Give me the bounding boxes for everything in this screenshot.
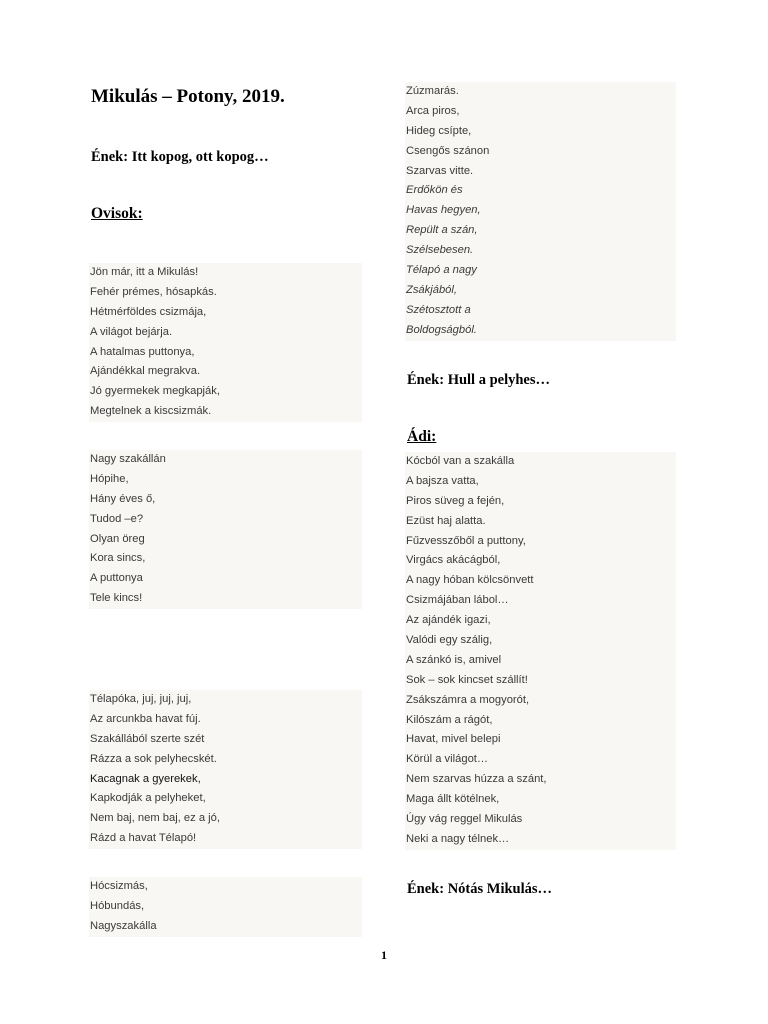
poem-line: Boldogságból. xyxy=(406,323,477,336)
poem-line: Arca piros, xyxy=(406,104,460,117)
poem-line: Kora sincs, xyxy=(90,552,146,565)
song-heading-3: Ének: Nótás Mikulás… xyxy=(407,881,553,897)
poem-line: Havat, mivel belepi xyxy=(406,733,501,746)
poem-line: Az ajándék igazi, xyxy=(406,614,491,627)
poem-line: Olyan öreg xyxy=(90,532,145,545)
poem-line: Csengős szánon xyxy=(406,144,490,157)
poem-line: Télapó a nagy xyxy=(406,264,477,277)
poem-line: Tele kincs! xyxy=(90,592,143,605)
poem-line: Zsákszámra a mogyorót, xyxy=(406,693,530,706)
poem-line: Ajándékkal megrakva. xyxy=(90,365,201,378)
poem-block xyxy=(405,452,676,850)
poem-line: Rázd a havat Télapó! xyxy=(90,832,197,845)
poem-block xyxy=(89,450,362,609)
poem-line: Ezüst haj alatta. xyxy=(406,514,486,527)
poem-line: Erdőkön és xyxy=(406,184,463,197)
poem-line: Jön már, itt a Mikulás! xyxy=(90,266,199,278)
song-heading-2: Ének: Hull a pelyhes… xyxy=(407,372,551,388)
poem-line: Fűzvesszőből a puttony, xyxy=(406,534,526,547)
poem-line: Hópihe, xyxy=(90,472,129,485)
poem-line: Hétmérföldes csizmája, xyxy=(90,305,207,318)
song-heading-1: Ének: Itt kopog, ott kopog… xyxy=(91,149,269,165)
poem-line: Rázza a sok pelyhecskét. xyxy=(90,752,217,765)
poem-line: Szakállából szerte szét xyxy=(90,732,205,745)
poem-line: Körül a világot… xyxy=(406,753,489,766)
poem-line: Tudod –e? xyxy=(90,512,144,525)
poem-line: A puttonya xyxy=(90,572,143,585)
section-heading-adi: Ádi: xyxy=(407,428,437,445)
poem-line: Nagyszakálla xyxy=(90,919,157,932)
poem-line: Maga állt kötélnek, xyxy=(406,793,500,806)
poem-block xyxy=(89,263,362,422)
poem-line: Szarvas vitte. xyxy=(406,164,474,177)
poem-block xyxy=(89,877,362,937)
poem-line: Hóbundás, xyxy=(90,899,145,912)
poem-line: Szélsebesen. xyxy=(406,244,474,257)
poem-line: Nem baj, nem baj, ez a jó, xyxy=(90,812,220,825)
poem-line: Megtelnek a kiscsizmák. xyxy=(90,405,212,418)
section-heading-ovisok: Ovisok: xyxy=(91,205,143,222)
poem-line: Hideg csípte, xyxy=(406,124,472,137)
poem-line: Nagy szakállán xyxy=(90,453,166,465)
poem-line: Zsákjából, xyxy=(406,283,457,296)
poem-line: Hócsizmás, xyxy=(90,880,148,892)
poem-line: Kapkodják a pelyheket, xyxy=(90,792,206,805)
poem-line: Piros süveg a fején, xyxy=(406,494,505,507)
poem-line: A nagy hóban kölcsönvett xyxy=(406,574,534,587)
poem-line: Kacagnak a gyerekek, xyxy=(90,772,201,785)
poem-line: Virgács akácágból, xyxy=(406,554,501,567)
poem-line: Jó gyermekek megkapják, xyxy=(90,385,220,398)
poem-line: Havas hegyen, xyxy=(406,204,481,217)
poem-line: Hány éves ő, xyxy=(90,492,156,505)
poem-line: Úgy vág reggel Mikulás xyxy=(406,813,523,826)
poem-line: Zúzmarás. xyxy=(406,85,459,97)
poem-line: Sok – sok kincset szállít! xyxy=(406,673,528,686)
poem-line: Télapóka, juj, juj, juj, xyxy=(90,693,192,705)
poem-line: A világot bejárja. xyxy=(90,325,173,338)
poem-line: Kócból van a szakálla xyxy=(406,455,515,467)
page-title: Mikulás – Potony, 2019. xyxy=(91,86,285,107)
poem-line: Nem szarvas húzza a szánt, xyxy=(406,773,547,786)
poem-line: Repült a szán, xyxy=(406,224,478,237)
poem-block xyxy=(89,690,362,849)
poem-line: A szánkó is, amivel xyxy=(406,653,502,666)
poem-line: A hatalmas puttonya, xyxy=(90,345,195,358)
poem-line: Csizmájában lábol… xyxy=(406,594,509,607)
poem-line: Neki a nagy télnek… xyxy=(406,832,510,845)
page-number: 1 xyxy=(381,948,387,962)
poem-line: Szétosztott a xyxy=(406,303,471,316)
poem-line: Kilószám a rágót, xyxy=(406,713,493,726)
poem-line: Valódi egy szálig, xyxy=(406,634,493,647)
poem-line: A bajsza vatta, xyxy=(406,474,479,487)
poem-line: Az arcunkba havat fúj. xyxy=(90,712,201,725)
poem-line: Fehér prémes, hósapkás. xyxy=(90,285,217,298)
poem-block xyxy=(405,82,676,341)
